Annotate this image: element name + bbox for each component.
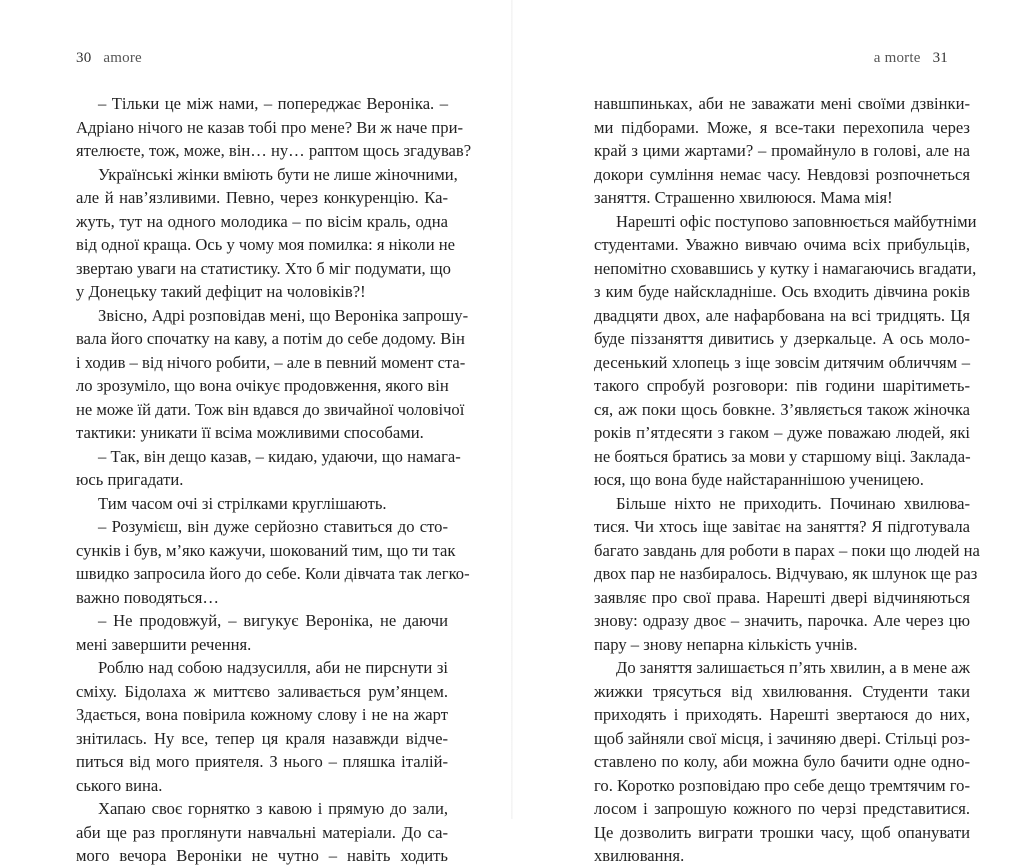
left-running-head — [76, 50, 142, 67]
text-line: щоб зайняли свої місця, і зачиняю двері. Стільці роз- — [594, 728, 970, 748]
text-line: приходять і приходять. Нарешті звертаюся до них, — [594, 705, 970, 724]
right-running-title: a morte — [873, 50, 921, 66]
right-running-head — [874, 50, 948, 67]
text-line: ського вина. — [76, 775, 163, 795]
text-line: знову: одразу двоє – значить, парочка. Але через цю — [594, 611, 970, 630]
text-line: але й нав’язливими. Певно, через конкуренцію. Ка- — [76, 188, 448, 207]
text-line: ми підборами. Може, я все-таки перехопила через — [594, 117, 970, 137]
text-line: питься від мого приятеля. З нього – пляшка італій- — [76, 752, 448, 771]
text-line: Це дозволить виграти трошки часу, щоб опанувати — [594, 822, 970, 842]
text-line: край з цими жартами? – промайнуло в голові, але на — [594, 141, 970, 160]
text-line: пару – знову непарна кількість учнів. — [594, 634, 858, 654]
left-page-number: 30 — [76, 50, 92, 66]
text-line: багато завдань для роботи в парах – поки що людей на — [594, 540, 980, 560]
text-line: юся, що вона буде найстараннішою ученицею. — [594, 470, 924, 489]
text-line: Українські жінки вміють бути не лише жіночними, — [98, 164, 458, 184]
text-line: студентами. Уважно вивчаю очима всіх прибульців, — [594, 235, 970, 254]
text-line: ло зрозуміло, що вона очікує продовження, якого він — [76, 376, 449, 395]
text-line: жуть, тут на одного молодика – по вісім краль, одна — [76, 211, 448, 231]
text-line: від одної краща. Ось у чому моя помилка: я ніколи не — [76, 235, 456, 254]
text-line: – Тільки це між нами, – попереджає Вероніка. – — [98, 94, 448, 113]
text-line: звертаю уваги на статистику. Хто б міг подумати, що — [76, 258, 451, 278]
text-line: Більше ніхто не приходить. Починаю хвилюва- — [616, 493, 970, 513]
text-line: ся, аж поки щось бовкне. З’являється також жіночка — [594, 399, 970, 419]
text-line: десенький хлопець з іще зовсім дитячим обличчям – — [594, 352, 970, 372]
text-line: заняття. Страшенно хвилююся. Мама мія! — [594, 188, 893, 207]
text-line: Здається, вона повірила кожному слову і не на жарт — [76, 705, 448, 724]
text-line: Адріано нічого не казав тобі про мене? Ви ж наче при- — [76, 117, 463, 137]
text-line: Хапаю своє горнятко з кавою і прямую до зали, — [98, 799, 448, 818]
text-line: і ходив – від нічого робити, – але в певний момент ста- — [76, 352, 466, 372]
text-line: буде піззаняття дивитись у дзеркальце. А ось моло- — [594, 329, 970, 348]
right-page-text — [594, 92, 980, 868]
text-line: тися. Чи хтось іще завітає на заняття? Я підготувала — [594, 517, 970, 536]
text-line: мого вечора Вероніки не чутно – навіть ходить — [76, 846, 448, 865]
text-line: заявляє про свої права. Нарешті двері відчиняються — [594, 587, 970, 607]
text-line: – Розумієш, він дуже серйозно ставиться до сто- — [98, 517, 448, 536]
text-line: аби ще раз проглянути навчальні матеріали. До са- — [76, 822, 448, 842]
text-line: років п’ятдесяти з гаком – дуже поважаю людей, які — [594, 423, 970, 442]
text-line: двох пар не назбиралось. Відчуваю, як шлунок ще раз — [594, 564, 978, 583]
text-line: важно поводяться… — [76, 587, 219, 607]
text-line: хвилювання. — [594, 846, 685, 865]
text-line: ставлено по колу, аби можна було бачити одне одно- — [594, 752, 970, 771]
text-line: з ким буде найскладніше. Ось входить дівчина років — [594, 282, 970, 301]
text-line: лосом і запрошую кожного по черзі представитися. — [594, 799, 970, 818]
text-line: такого спробуй розговори: пів години шарітиметь- — [594, 376, 970, 395]
text-line: навшпиньках, аби не заважати мені своїми дзвінки- — [594, 94, 970, 113]
left-page-text — [76, 92, 472, 868]
text-line: го. Коротко розповідаю про себе дещо тремтячим го- — [594, 775, 970, 795]
right-page — [512, 0, 1024, 865]
text-line: Роблю над собою надзусилля, аби не пирснути зі — [98, 658, 448, 677]
right-page-number: 31 — [932, 50, 948, 66]
text-line: докори сумління немає часу. Невдовзі розпочнеться — [594, 164, 970, 184]
text-line: швидко запросила його до себе. Коли дівчата так легко- — [76, 564, 470, 583]
text-line: Нарешті офіс поступово заповнюється майбутніми — [616, 211, 977, 231]
text-line: у Донецьку такий дефіцит на чоловіків?! — [76, 282, 366, 301]
text-line: двадцяти двох, але нафарбована на всі тридцять. Ця — [594, 305, 970, 325]
text-line: Тим часом очі зі стрілками круглішають. — [98, 493, 387, 513]
text-line: – Не продовжуй, – вигукує Вероніка, не даючи — [98, 611, 448, 630]
text-line: не може їй дати. Тож він вдався до звичайної чоловічої — [76, 399, 465, 419]
text-line: жижки трясуться від хвилювання. Студенти таки — [594, 681, 970, 701]
text-line: тактики: уникати її всіма можливими способами. — [76, 423, 424, 442]
text-line: – Так, він дещо казав, – кидаю, удаючи, що намага- — [98, 446, 461, 466]
text-line: сміху. Бідолаха ж миттєво заливається рум’янцем. — [76, 681, 448, 701]
left-page — [0, 0, 512, 865]
text-line: До заняття залишається п’ять хвилин, а в мене аж — [616, 658, 970, 677]
text-line: вала його спочатку на каву, а потім до себе додому. Він — [76, 329, 465, 348]
text-line: не бояться братись за мови у старшому віці. Заклада- — [594, 446, 971, 466]
text-line: Звісно, Адрі розповідав мені, що Вероніка запрошу- — [98, 305, 469, 325]
text-line: непомітно сховавшись у кутку і намагаючись вгадати, — [594, 258, 977, 278]
text-line: знітилась. Ну все, тепер ця краля назавжди відче- — [76, 728, 448, 748]
left-running-title: amore — [103, 50, 142, 66]
text-line: мені завершити речення. — [76, 634, 252, 654]
text-line: юсь пригадати. — [76, 470, 184, 489]
text-line: ятелюєте, тож, може, він… ну… раптом щось згадував? — [76, 141, 472, 160]
text-line: сунків і був, м’яко кажучи, шокований тим, що ти так — [76, 540, 456, 560]
